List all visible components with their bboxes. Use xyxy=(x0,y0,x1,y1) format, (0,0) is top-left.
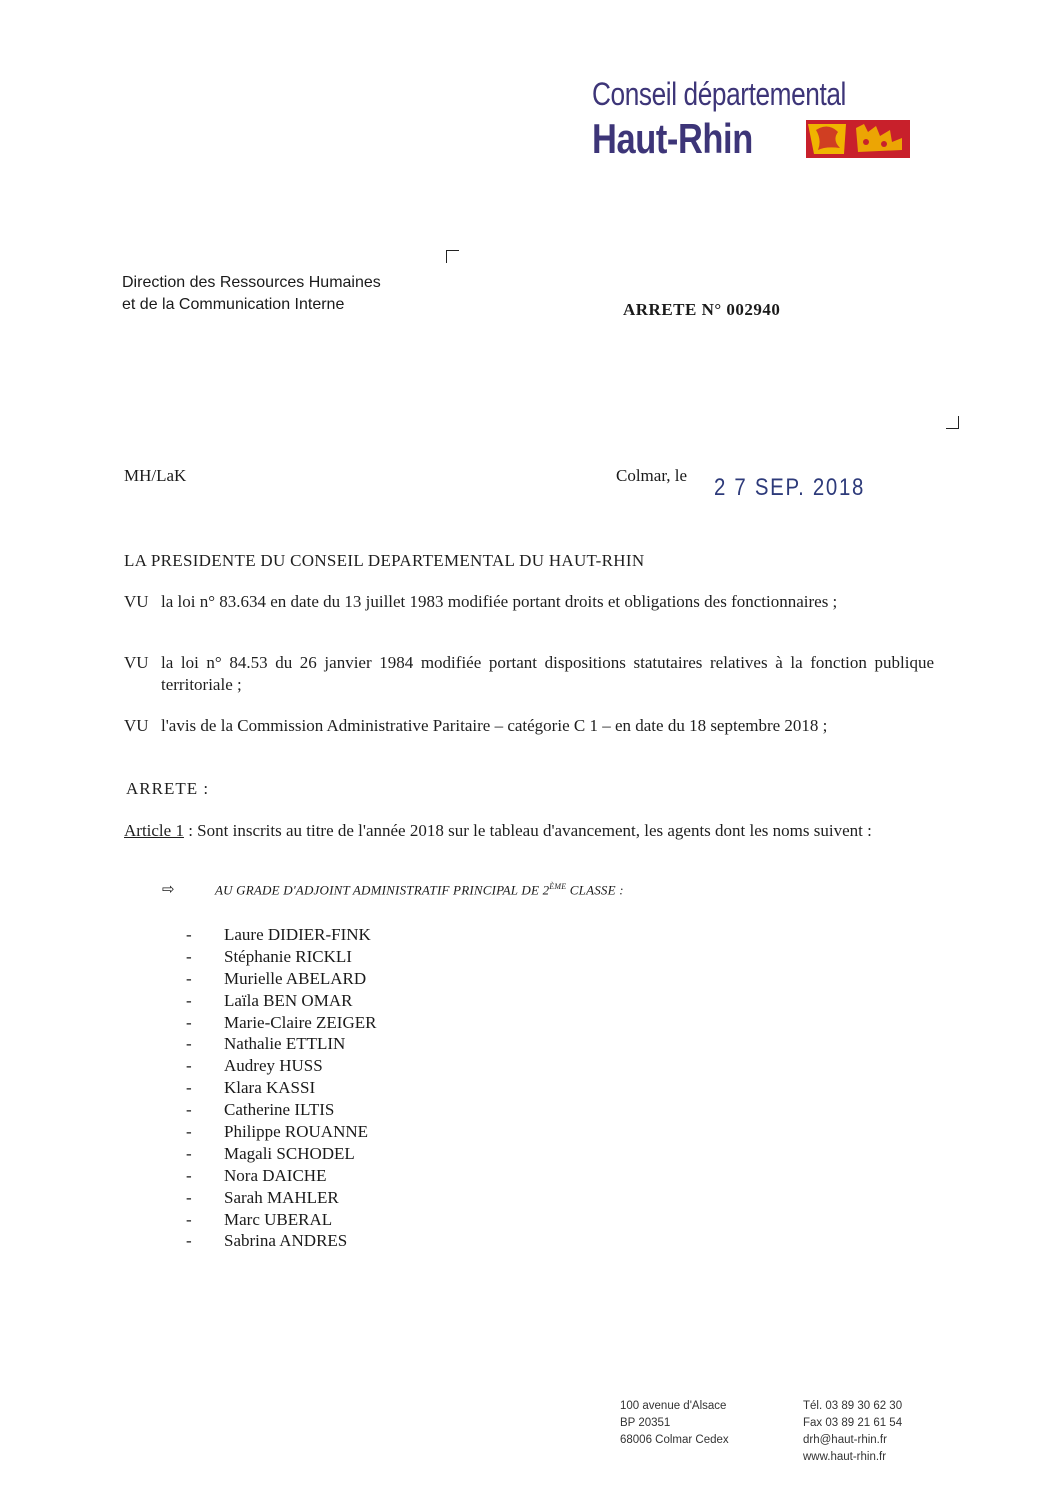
list-dash: - xyxy=(186,990,192,1010)
vu-text: la loi n° 83.634 en date du 13 juillet 1983 modifiée portant droits et obligations des fonctionnaires ; xyxy=(161,592,838,611)
article-label: Article 1 xyxy=(124,821,184,840)
footer-email: drh@haut-rhin.fr xyxy=(803,1434,887,1446)
vu-label: VU xyxy=(124,592,149,611)
logo-line2: Haut-Rhin xyxy=(592,115,753,162)
agents-list xyxy=(186,924,376,1252)
list-dash: - xyxy=(186,1034,192,1054)
vu-text: la loi n° 84.53 du 26 janvier 1984 modifiée portant dispositions statutaires relatives à la fonction publique territoriale ; xyxy=(161,653,934,694)
grade-text-end: CLASSE : xyxy=(566,882,624,898)
arrete-number: ARRETE N° 002940 xyxy=(623,300,781,319)
haut-rhin-coat-of-arms-icon xyxy=(806,120,910,158)
agent-name: Marc UBERAL xyxy=(224,1209,333,1229)
list-item xyxy=(186,1099,376,1121)
article-1 xyxy=(124,820,934,842)
place-label: Colmar, le xyxy=(616,466,688,485)
logo-line1: Conseil départemental xyxy=(592,76,846,112)
list-item xyxy=(186,1143,376,1165)
agent-name: Laure DIDIER-FINK xyxy=(224,925,371,944)
agent-name: Nora DAICHE xyxy=(224,1165,327,1185)
vu-label: VU xyxy=(124,716,149,735)
presidente-heading: LA PRESIDENTE DU CONSEIL DEPARTEMENTAL DU HAUT-RHIN xyxy=(124,551,645,570)
vu-label: VU xyxy=(124,653,149,672)
list-item xyxy=(186,968,376,990)
list-dash: - xyxy=(186,1187,192,1207)
direction-line1: Direction des Ressources Humaines xyxy=(122,274,381,291)
list-item xyxy=(186,1033,376,1055)
list-dash: - xyxy=(186,1165,192,1185)
arrow-right-icon: ⇨ xyxy=(162,880,175,898)
agent-name: Marie-Claire ZEIGER xyxy=(224,1012,377,1032)
direction-line2: et de la Communication Interne xyxy=(122,296,345,313)
list-item xyxy=(186,1077,376,1099)
footer-contact xyxy=(803,1398,902,1466)
arrete-heading: ARRETE : xyxy=(126,779,210,798)
grade-text: AU GRADE D'ADJOINT ADMINISTRATIF PRINCIPAL DE 2 xyxy=(215,882,550,898)
list-item xyxy=(186,1230,376,1252)
list-dash: - xyxy=(186,1012,192,1032)
list-item xyxy=(186,1187,376,1209)
list-dash: - xyxy=(186,1078,192,1098)
article-text: : Sont inscrits au titre de l'année 2018 sur le tableau d'avancement, les agents dont les noms suivent : xyxy=(183,821,872,840)
agent-name: Nathalie ETTLIN xyxy=(224,1034,346,1054)
agent-name: Magali SCHODEL xyxy=(224,1143,355,1163)
agent-name: Klara KASSI xyxy=(224,1078,316,1098)
list-dash: - xyxy=(186,1056,192,1076)
list-dash: - xyxy=(186,1122,192,1142)
list-item xyxy=(186,1165,376,1187)
list-dash: - xyxy=(186,1100,192,1120)
agent-name: Audrey HUSS xyxy=(224,1056,323,1076)
corner-mark-top-left xyxy=(446,250,459,263)
list-item xyxy=(186,1055,376,1077)
footer-address xyxy=(620,1398,729,1449)
agent-name: Catherine ILTIS xyxy=(224,1100,335,1120)
grade-heading xyxy=(215,882,624,898)
vu-item xyxy=(124,652,934,696)
list-item xyxy=(186,946,376,968)
list-dash: - xyxy=(186,925,192,944)
list-dash: - xyxy=(186,946,192,966)
list-item xyxy=(186,1012,376,1034)
list-item xyxy=(186,924,376,946)
list-dash: - xyxy=(186,1231,192,1251)
agent-name: Stéphanie RICKLI xyxy=(224,946,352,966)
vu-item xyxy=(124,591,934,613)
vu-text: l'avis de la Commission Administrative Paritaire – catégorie C 1 – en date du 18 septembre 2018 ; xyxy=(161,716,828,735)
list-item xyxy=(186,1121,376,1143)
footer-website: www.haut-rhin.fr xyxy=(803,1451,887,1463)
agent-name: Laïla BEN OMAR xyxy=(224,990,353,1010)
list-dash: - xyxy=(186,1209,192,1229)
footer-fax: Fax 03 89 21 61 54 xyxy=(803,1417,903,1429)
footer-address-line: 68006 Colmar Cedex xyxy=(620,1434,729,1446)
grade-superscript: ÈME xyxy=(549,882,567,891)
agent-name: Sabrina ANDRES xyxy=(224,1231,348,1251)
corner-mark-bottom-right xyxy=(946,416,959,429)
vu-item xyxy=(124,715,934,737)
date-stamp: 2 7 SEP. 2018 xyxy=(714,474,866,501)
list-dash: - xyxy=(186,968,192,988)
reference: MH/LaK xyxy=(124,466,187,485)
agent-name: Philippe ROUANNE xyxy=(224,1122,369,1142)
direction-block xyxy=(122,272,381,316)
agent-name: Murielle ABELARD xyxy=(224,968,367,988)
list-item xyxy=(186,1209,376,1231)
footer-address-line: BP 20351 xyxy=(620,1417,671,1429)
footer-phone: Tél. 03 89 30 62 30 xyxy=(803,1400,903,1412)
list-dash: - xyxy=(186,1143,192,1163)
list-item xyxy=(186,990,376,1012)
agent-name: Sarah MAHLER xyxy=(224,1187,339,1207)
footer-address-line: 100 avenue d'Alsace xyxy=(620,1400,727,1412)
